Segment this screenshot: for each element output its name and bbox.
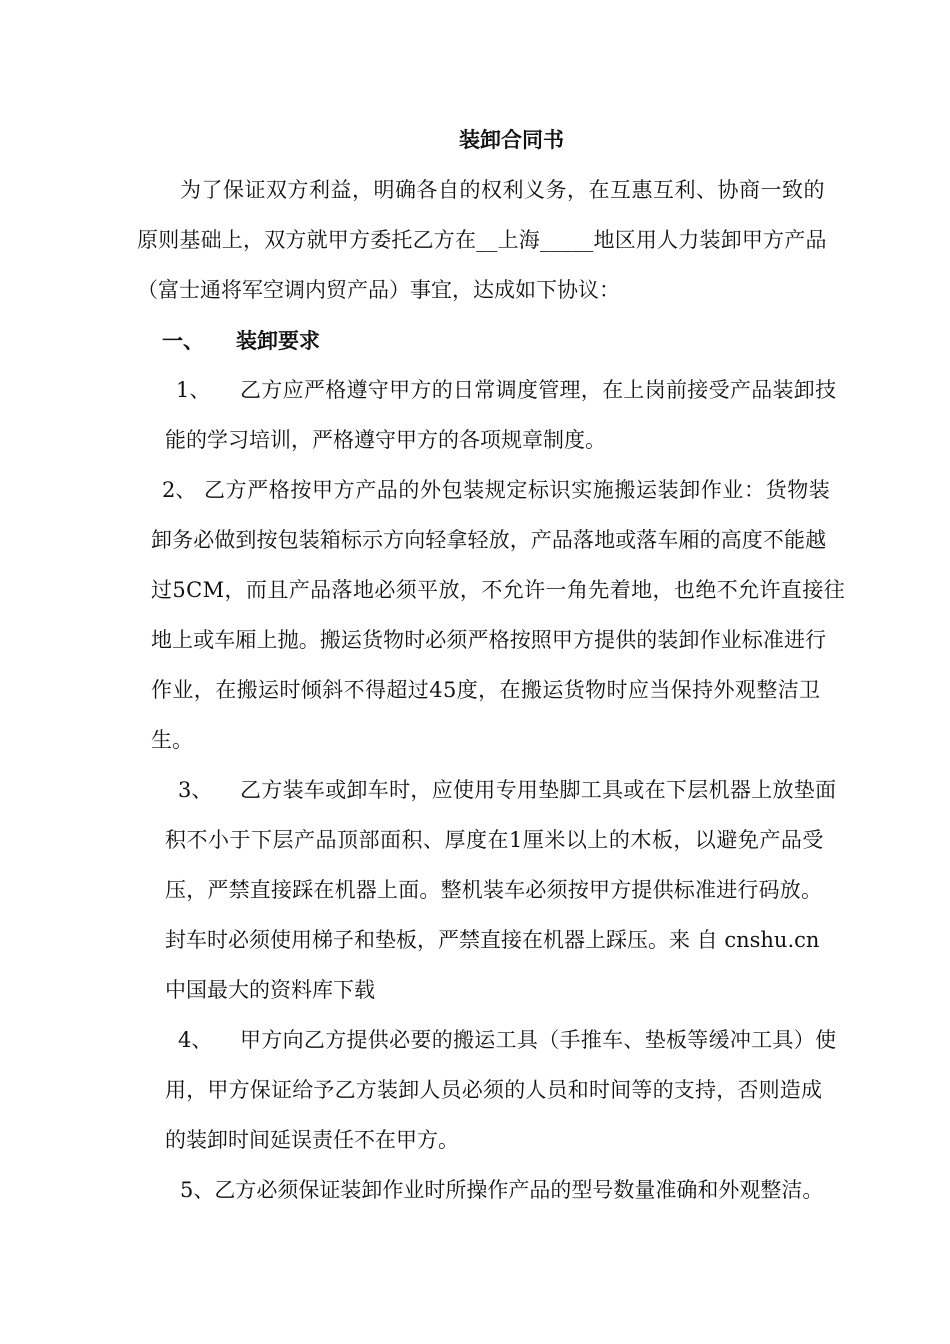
item-4-line-2: 用，甲方保证给予乙方装卸人员必须的人员和时间等的支持，否则造成	[165, 1078, 823, 1102]
item-2-line-3: 过5CM，而且产品落地必须平放，不允许一角先着地，也绝不允许直接往	[151, 578, 846, 602]
item-2-line-2: 卸务必做到按包装箱标示方向轻拿轻放，产品落地或落车厢的高度不能越	[151, 528, 827, 552]
item-3-number: 3、	[178, 778, 213, 802]
intro-line-1-text: 为了保证双方利益，明确各自的权利义务，在互惠互利、协商一致的	[180, 178, 825, 202]
item-1-line-2: 能的学习培训，严格遵守甲方的各项规章制度。	[165, 428, 606, 452]
item-4-line-3: 的装卸时间延误责任不在甲方。	[165, 1128, 459, 1152]
intro-line-1	[180, 180, 865, 201]
item-2-number: 2、	[162, 478, 197, 502]
item-3-line-1: 乙方装车或卸车时，应使用专用垫脚工具或在下层机器上放垫面	[240, 778, 837, 802]
item-2-line-5: 作业，在搬运时倾斜不得超过45度，在搬运货物时应当保持外观整洁卫	[151, 678, 821, 702]
document-title: 装卸合同书	[459, 127, 564, 152]
item-3-line-4: 封车时必须使用梯子和垫板，严禁直接在机器上踩压。来 自 cnshu.cn	[165, 928, 820, 952]
intro-line-3: （富士通将军空调内贸产品）事宜，达成如下协议：	[137, 278, 620, 302]
intro-line-2: 原则基础上，双方就甲方委托乙方在__上海_____地区用人力装卸甲方产品	[137, 228, 827, 252]
item-3-line-5: 中国最大的资料库下载	[165, 978, 375, 1002]
item-3-line-2: 积不小于下层产品顶部面积、厚度在1厘米以上的木板，以避免产品受	[165, 828, 824, 852]
item-5-line-1: 5、乙方必须保证装卸作业时所操作产品的型号数量准确和外观整洁。	[180, 1178, 824, 1202]
document-title-row	[0, 124, 950, 154]
item-1-number: 1、	[176, 378, 211, 402]
item-2-line-4: 地上或车厢上抛。搬运货物时必须严格按照甲方提供的装卸作业标准进行	[151, 628, 827, 652]
item-1-line-1: 乙方应严格遵守甲方的日常调度管理，在上岗前接受产品装卸技	[240, 378, 837, 402]
section-1-number: 一、	[162, 328, 204, 353]
item-2-line-1: 乙方严格按甲方产品的外包装规定标识实施搬运装卸作业：货物装	[204, 478, 831, 502]
item-2-line-6: 生。	[151, 728, 193, 752]
item-4-line-1: 甲方向乙方提供必要的搬运工具（手推车、垫板等缓冲工具）使	[240, 1028, 837, 1052]
item-3-line-3: 压，严禁直接踩在机器上面。整机装车必须按甲方提供标准进行码放。	[165, 878, 823, 902]
section-1-title: 装卸要求	[236, 328, 320, 353]
item-4-number: 4、	[178, 1028, 213, 1052]
